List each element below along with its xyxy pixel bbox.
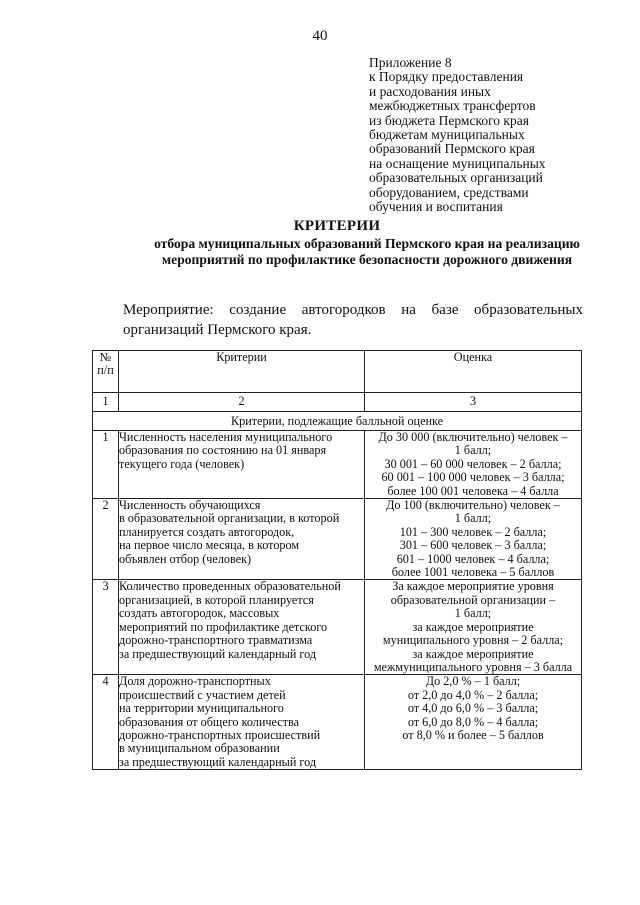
table-header-row <box>93 351 582 393</box>
column-index: 2 <box>119 393 365 412</box>
score-line: более 1001 человека – 5 баллов <box>391 565 555 580</box>
header-score: Оценка <box>365 351 582 393</box>
score-line: 1 балл; <box>454 606 492 621</box>
appendix-header <box>369 56 619 214</box>
table-row <box>93 675 582 770</box>
score-line: от 8,0 % и более – 5 баллов <box>402 727 544 742</box>
criteria-line: мероприятий по профилактике детского <box>119 619 328 634</box>
score-line: межмуниципального уровня – 3 балла <box>373 659 573 674</box>
table-row <box>93 499 582 580</box>
row-criteria <box>119 499 365 580</box>
score-line: 301 – 600 человек – 3 балла; <box>399 538 547 553</box>
row-number: 4 <box>93 675 119 770</box>
activity-line-1: Мероприятие: создание автогородков на базе образовательных <box>123 302 583 318</box>
score-line: 1 балл; <box>454 443 492 458</box>
score-line: 30 001 – 60 000 человек – 2 балла; <box>384 456 562 471</box>
row-number: 2 <box>93 499 119 580</box>
score-line: 1 балл; <box>454 511 492 526</box>
criteria-line: образования от общего количества <box>119 714 299 729</box>
score-line: 60 001 – 100 000 человек – 3 балла; <box>381 470 565 485</box>
criteria-line: происшествий с участием детей <box>119 687 286 702</box>
score-line: До 100 (включительно) человек – <box>386 498 560 513</box>
table-row <box>93 580 582 675</box>
row-criteria <box>119 675 365 770</box>
criteria-line: объявлен отбор (человек) <box>119 551 252 566</box>
column-index: 1 <box>93 393 119 412</box>
appendix-line: оборудованием, средствами <box>369 184 529 200</box>
criteria-line: создать автогородок, массовых <box>119 606 280 621</box>
row-number: 1 <box>93 431 119 499</box>
row-score <box>365 431 582 499</box>
subtitle-line: отбора муниципальных образований Пермского края на реализацию <box>154 236 580 251</box>
appendix-line: к Порядку предоставления <box>369 69 524 85</box>
header-number <box>93 351 119 393</box>
appendix-line: бюджетам муниципальных <box>369 127 525 143</box>
criteria-table <box>92 350 582 770</box>
row-score <box>365 675 582 770</box>
score-line: 101 – 300 человек – 2 балла; <box>399 524 547 539</box>
score-line: от 4,0 до 6,0 % – 3 балла; <box>407 701 539 716</box>
score-line: за каждое мероприятие <box>412 646 534 661</box>
criteria-line: за предшествующий календарный год <box>119 646 317 661</box>
row-score <box>365 580 582 675</box>
row-criteria <box>119 580 365 675</box>
page-number: 40 <box>312 28 328 44</box>
appendix-line: образований Пермского края <box>369 141 535 157</box>
table-row <box>93 431 582 499</box>
criteria-line: Доля дорожно-транспортных <box>119 674 271 689</box>
appendix-line: и расходования иных <box>369 83 491 99</box>
document-subtitle <box>60 236 640 268</box>
section-row <box>93 412 582 431</box>
criteria-line: на территории муниципального <box>119 701 284 716</box>
appendix-line: из бюджета Пермского края <box>369 112 529 128</box>
score-line: До 30 000 (включительно) человек – <box>378 430 568 444</box>
column-index: 3 <box>365 393 582 412</box>
score-line: от 6,0 до 8,0 % – 4 балла; <box>407 714 539 729</box>
appendix-line: на оснащение муниципальных <box>369 155 546 171</box>
criteria-line: на первое число месяца, в котором <box>119 538 300 553</box>
appendix-line: Приложение 8 <box>369 55 452 70</box>
score-line: более 100 001 человека – 4 балла <box>387 483 559 498</box>
criteria-line: Численность населения муниципального <box>119 430 333 444</box>
score-line: За каждое мероприятие уровня <box>392 579 554 594</box>
row-number: 3 <box>93 580 119 675</box>
score-line: за каждое мероприятие <box>412 619 534 634</box>
criteria-line: текущего года (человек) <box>119 456 245 471</box>
header-number-abbr: п/п <box>97 363 114 377</box>
score-line: образовательной организации – <box>390 592 556 607</box>
criteria-line: Численность обучающихся <box>119 498 261 513</box>
column-index-row <box>93 393 582 412</box>
activity-line-2: организаций Пермского края. <box>123 322 312 338</box>
document-title: КРИТЕРИИ <box>293 218 381 234</box>
criteria-line: дорожно-транспортного травматизма <box>119 633 313 648</box>
criteria-line: в муниципальном образовании <box>119 741 280 756</box>
score-line: До 2,0 % – 1 балл; <box>425 674 521 689</box>
criteria-line: за предшествующий календарный год <box>119 754 317 769</box>
subtitle-line: мероприятий по профилактике безопасности дорожного движения <box>161 252 573 267</box>
header-number-symbol: № <box>99 350 112 364</box>
criteria-line: в образовательной организации, в которой <box>119 511 340 526</box>
appendix-line: обучения и воспитания <box>369 199 503 215</box>
criteria-line: планируется создать автогородок, <box>119 524 295 539</box>
criteria-line: организацией, в которой планируется <box>119 592 314 607</box>
row-criteria <box>119 431 365 499</box>
row-score <box>365 499 582 580</box>
section-title: Критерии, подлежащие балльной оценке <box>93 412 582 431</box>
criteria-line: образования по состоянию на 01 января <box>119 443 327 458</box>
criteria-line: Количество проведенных образовательной <box>119 579 341 594</box>
criteria-line: дорожно-транспортных происшествий <box>119 727 321 742</box>
appendix-line: образовательных организаций <box>369 170 543 186</box>
header-criteria: Критерии <box>119 351 365 393</box>
appendix-line: межбюджетных трансфертов <box>369 98 536 114</box>
score-line: муниципального уровня – 2 балла; <box>382 633 564 648</box>
score-line: 601 – 1000 человек – 4 балла; <box>396 551 550 566</box>
score-line: от 2,0 до 4,0 % – 2 балла; <box>407 687 539 702</box>
